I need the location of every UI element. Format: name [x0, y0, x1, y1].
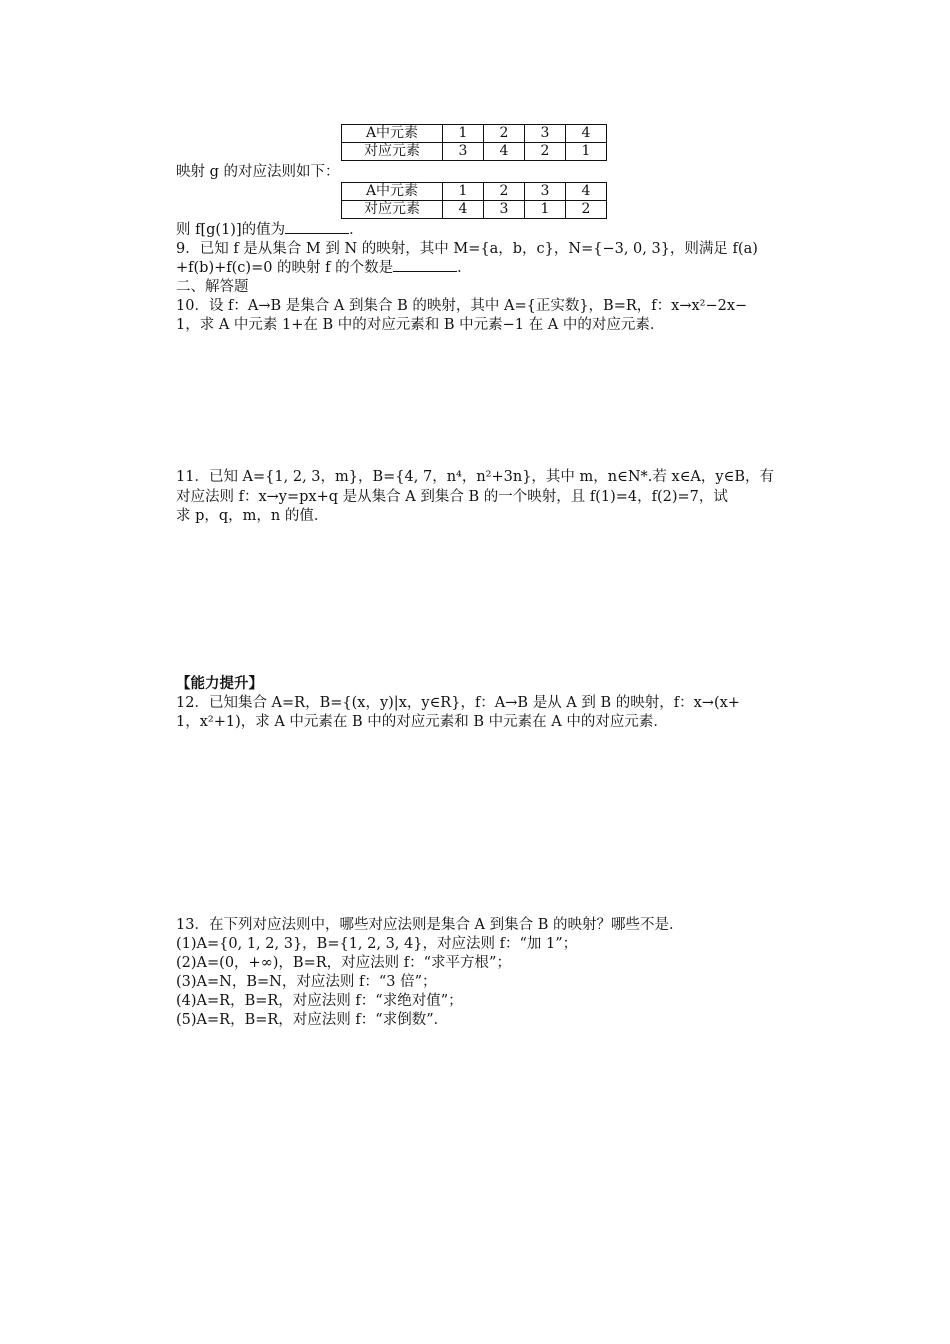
table-cell: 3: [525, 125, 566, 143]
table-cell: 1: [443, 183, 484, 201]
table-cell: 4: [443, 201, 484, 219]
table-cell: A中元素: [342, 125, 443, 143]
question-12-line-1: 12．已知集合 A=R，B={(x，y)|x，y∈R}，f：A→B 是从 A 到 B 的映射，f：x→(x+: [176, 695, 740, 711]
question-13-item-1: (1)A={0, 1, 2, 3}，B={1, 2, 3, 4}，对应法则 f：“加 1”；: [176, 936, 578, 952]
mapping-f-table: [341, 124, 607, 161]
table-cell: 1: [525, 201, 566, 219]
answer-blank[interactable]: [285, 221, 349, 234]
table-cell: 4: [484, 143, 525, 161]
question-9-line-1: 9．已知 f 是从集合 M 到 N 的映射，其中 M={a，b，c}，N={−3, 0, 3}，则满足 f(a): [176, 241, 758, 257]
table-cell: 2: [484, 183, 525, 201]
question-9-text: +f(b)+f(c)=0 的映射 f 的个数是: [176, 260, 394, 276]
section-heading-ability: 【能力提升】: [176, 675, 263, 692]
table-cell: 3: [525, 183, 566, 201]
mapping-g-table: [341, 182, 607, 219]
question-10-line-2: 1，求 A 中元素 1+在 B 中的对应元素和 B 中元素−1 在 A 中的对应元素．: [176, 317, 665, 333]
question-8-text: 则 f[g(1)]的值为: [176, 222, 286, 238]
table-cell: A中元素: [342, 183, 443, 201]
table-cell: 4: [566, 183, 607, 201]
question-11-line-3: 求 p，q，m，n 的值．: [176, 508, 329, 524]
question-13-item-5: (5)A=R，B=R，对应法则 f：“求倒数”．: [176, 1012, 449, 1028]
question-13-item-4: (4)A=R，B=R，对应法则 f：“求绝对值”；: [176, 993, 463, 1009]
table-cell: 1: [443, 125, 484, 143]
table-cell: 3: [443, 143, 484, 161]
table-row: [342, 125, 607, 143]
table-row: [342, 143, 607, 161]
question-13-item-3: (3)A=N，B=N，对应法则 f：“3 倍”；: [176, 974, 437, 990]
question-9-line-2: [176, 259, 472, 277]
table-cell: 对应元素: [342, 201, 443, 219]
table-row: [342, 183, 607, 201]
question-8-answer-line: [176, 221, 364, 239]
question-11-line-1: 11．已知 A={1, 2, 3，m}，B={4, 7，n⁴，n²+3n}，其中 m，n∈N*.若 x∈A，y∈B，有: [176, 469, 774, 485]
section-heading-answers: 二、解答题: [176, 279, 249, 295]
table-cell: 2: [566, 201, 607, 219]
question-10-line-1: 10．设 f：A→B 是集合 A 到集合 B 的映射，其中 A={正实数}，B=R，f：x→x²−2x−: [176, 298, 748, 314]
table-cell: 4: [566, 125, 607, 143]
question-11-line-2: 对应法则 f：x→y=px+q 是从集合 A 到集合 B 的一个映射，且 f(1)=4，f(2)=7，试: [176, 489, 728, 505]
table-cell: 对应元素: [342, 143, 443, 161]
question-13-item-2: (2)A=(0，+∞)，B=R，对应法则 f：“求平方根”；: [176, 955, 511, 971]
g-intro-text: 映射 g 的对应法则如下：: [176, 164, 340, 180]
question-8-end: ．: [349, 222, 364, 238]
table-cell: 3: [484, 201, 525, 219]
question-12-line-2: 1，x²+1)，求 A 中元素在 B 中的对应元素和 B 中元素在 A 中的对应元素．: [176, 714, 668, 730]
table-cell: 2: [525, 143, 566, 161]
table-cell: 2: [484, 125, 525, 143]
question-13-stem: 13．在下列对应法则中，哪些对应法则是集合 A 到集合 B 的映射？哪些不是．: [176, 917, 684, 933]
question-9-end: ．: [457, 260, 472, 276]
answer-blank[interactable]: [393, 259, 457, 272]
table-cell: 1: [566, 143, 607, 161]
table-row: [342, 201, 607, 219]
